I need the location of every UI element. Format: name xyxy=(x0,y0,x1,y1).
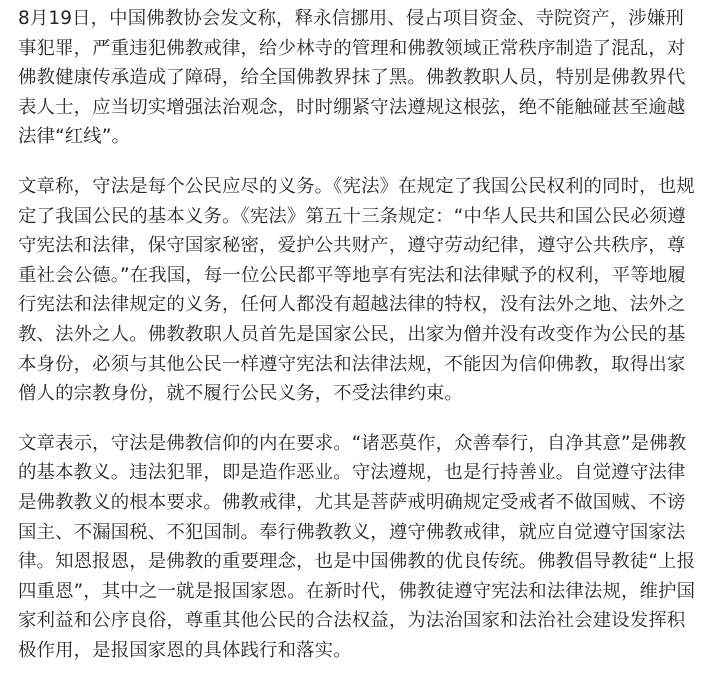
paragraph-3: 文章表示，守法是佛教信仰的内在要求。“诸恶莫作，众善奉行，自净其意”是佛教的基本教义。违法犯罪，即是造作恶业。守法遵规，也是行持善业。自觉遵守法律是佛教教义的根本要求。佛教戒律，尤其是菩萨戒明确规定受戒者不做国贼、不谤国主、不漏国税、不犯国制。奉行佛教教义，遵守佛教戒律，就应自觉遵守国家法律。知恩报恩，是佛教的重要理念，也是中国佛教的优良传统。佛教倡导教徒“上报四重恩”，其中之一就是报国家恩。在新时代，佛教徒遵守宪法和法律法规，维护国家利益和公序良俗，尊重其他公民的合法权益，为法治国家和法治社会建设发挥积极作用，是报国家恩的具体践行和落实。 xyxy=(18,432,696,661)
paragraph-2: 文章称，守法是每个公民应尽的义务。《宪法》在规定了我国公民权利的同时，也规定了我国公民的基本义务。《宪法》第五十三条规定：“中华人民共和国公民必须遵守宪法和法律，保守国家秘密，爱护公共财产，遵守劳动纪律，遵守公共秩序，尊重社会公德。”在我国，每一位公民都平等地享有宪法和法律赋予的权利，平等地履行宪法和法律规定的义务，任何人都没有超越法律的特权，没有法外之地、法外之教、法外之人。佛教教职人员首先是国家公民，出家为僧并没有改变作为公民的基本身份，必须与其他公民一样遵守宪法和法律法规，不能因为信仰佛教，取得出家僧人的宗教身份，就不履行公民义务，不受法律约束。 xyxy=(18,175,695,405)
article-body xyxy=(18,4,698,665)
paragraph-1: 8月19日，中国佛教协会发文称，释永信挪用、侵占项目资金、寺院资产，涉嫌刑事犯罪，严重违犯佛教戒律，给少林寺的管理和佛教领域正常秩序制造了混乱，对佛教健康传承造成了障碍，给全国佛教界抹了黑。佛教教职人员，特别是佛教界代表人士，应当切实增强法治观念，时时绷紧守法遵规这根弦，绝不能触碰甚至逾越法律“红线”。 xyxy=(18,8,686,148)
